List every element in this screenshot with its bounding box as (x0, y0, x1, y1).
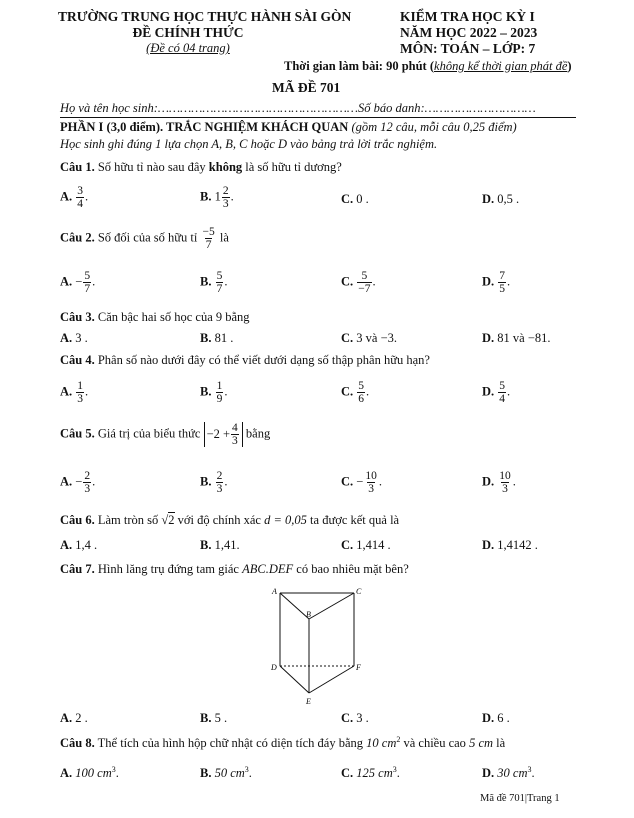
divider (60, 117, 576, 118)
q3-option-a: A. 3 . (60, 331, 88, 345)
q8-option-b: B. 50 $cm^3$. (200, 765, 252, 781)
vertex-d: D (271, 663, 277, 672)
q4-option-a: A. $\frac{1}{3}$ . (60, 380, 89, 405)
q4-option-d: D. $\frac{5}{4}$ . (482, 380, 511, 405)
question-6: Câu 6. Làm tròn số √2 với độ chính xác d = 0,05 ta được kết quả là (60, 513, 400, 527)
vertex-f: F (356, 663, 361, 672)
vertex-c: C (356, 587, 362, 596)
q5-option-c: C. − $\frac{10}{3}$ . (341, 470, 382, 495)
question-5: Câu 5. Giá trị của biểu thức −2 + $\frac{4}{3}$ bằng (60, 422, 271, 447)
edge-ef (309, 666, 354, 693)
q7-option-c: C. 3 . (341, 711, 369, 725)
abs-expression: −2 + $\frac{4}{3}$ (204, 422, 243, 447)
part1-instruction: Học sinh ghi đúng 1 lựa chọn A, B, C hoặc D vào bảng trả lời trắc nghiệm. (60, 137, 438, 151)
exam-code: MÃ ĐỀ 701 (272, 80, 341, 95)
q2-option-b: B. $\frac{5}{7}$ . (200, 270, 228, 295)
q1-option-d: D. 0,5 . (482, 192, 520, 206)
q6-option-b: B. 1,41. (200, 538, 240, 552)
q4-option-b: B. $\frac{1}{9}$ . (200, 380, 228, 405)
edge-ab (280, 593, 309, 619)
page-footer: Mã đề 701|Trang 1 (480, 793, 560, 804)
q5-option-a: A. − $\frac{2}{3}$ . (60, 470, 96, 495)
q8-option-d: D. 30 $cm^3$. (482, 765, 535, 781)
q4-option-c: C. $\frac{5}{6}$ . (341, 380, 370, 405)
q2-option-a: A. − $\frac{5}{7}$ . (60, 270, 96, 295)
question-3: Câu 3. Căn bậc hai số học của 9 bằng (60, 310, 250, 324)
q1-option-a: A. $\frac{3}{4}$ . (60, 185, 89, 210)
q6-option-d: D. 1,4142 . (482, 538, 538, 552)
q3-option-c: C. 3 và −3. (341, 331, 398, 345)
question-4: Câu 4. Phân số nào dưới đây có thể viết dưới dạng số thập phân hữu hạn? (60, 353, 430, 367)
edge-de (280, 666, 309, 693)
q1-option-c: C. 0 . (341, 192, 369, 206)
official-label: ĐỀ CHÍNH THỨC (132, 25, 244, 40)
exam-title: KIỂM TRA HỌC KỲ I (400, 9, 535, 24)
vertex-a: A (272, 587, 277, 596)
q7-option-a: A. 2 . (60, 711, 88, 725)
school-year: NĂM HỌC 2022 – 2023 (400, 25, 538, 40)
pages-note: (Đề có 04 trang) (146, 41, 230, 55)
question-2: Câu 2. Số đối của số hữu tỉ $\frac{-5}{7}$ là (60, 226, 229, 251)
vertex-e: E (306, 697, 311, 706)
q8-option-a: A. 100 $cm^3$. (60, 765, 119, 781)
part1-title: PHẦN I (3,0 điểm). TRẮC NGHIỆM KHÁCH QUAN (gồm 12 câu, mỗi câu 0,25 điểm) (60, 120, 517, 134)
q3-option-d: D. 81 và −81. (482, 331, 551, 345)
sqrt-symbol: √ (161, 513, 169, 527)
q6-option-a: A. 1,4 . (60, 538, 98, 552)
vertex-b: B (306, 610, 311, 619)
time-line: Thời gian làm bài: 90 phút (không kể thời gian phát đề) (284, 59, 572, 73)
q5-option-b: B. $\frac{2}{3}$ . (200, 470, 228, 495)
q1-option-b: B. 1 $\frac{2}{3}$ . (200, 185, 234, 210)
question-7: Câu 7. Hình lăng trụ đứng tam giác ABC.DEF có bao nhiêu mặt bên? (60, 562, 409, 576)
school-name: TRƯỜNG TRUNG HỌC THỰC HÀNH SÀI GÒN (58, 9, 352, 24)
question-1: Câu 1. Số hữu tỉ nào sau đây không là số hữu tỉ dương? (60, 160, 342, 174)
prism-figure (262, 584, 372, 708)
student-info-line: Họ và tên học sinh:………………………………………………Số báo danh:………………………… (60, 101, 536, 115)
edge-bc (309, 593, 354, 619)
question-8: Câu 8. Thể tích của hình hộp chữ nhật có diện tích đáy bằng 10 $cm^2$ và chiều cao 5 cm là (60, 735, 506, 751)
q2-option-d: D. $\frac{7}{5}$ . (482, 270, 511, 295)
q3-option-b: B. 81 . (200, 331, 234, 345)
q7-option-d: D. 6 . (482, 711, 510, 725)
q8-option-c: C. 125 $cm^3$. (341, 765, 400, 781)
q6-option-c: C. 1,414 . (341, 538, 391, 552)
q2-option-c: C. $\frac{5}{-7}$ . (341, 270, 376, 295)
subject: MÔN: TOÁN – LỚP: 7 (400, 41, 536, 56)
q7-option-b: B. 5 . (200, 711, 228, 725)
q5-option-d: D. $\frac{10}{3}$ . (482, 470, 516, 495)
